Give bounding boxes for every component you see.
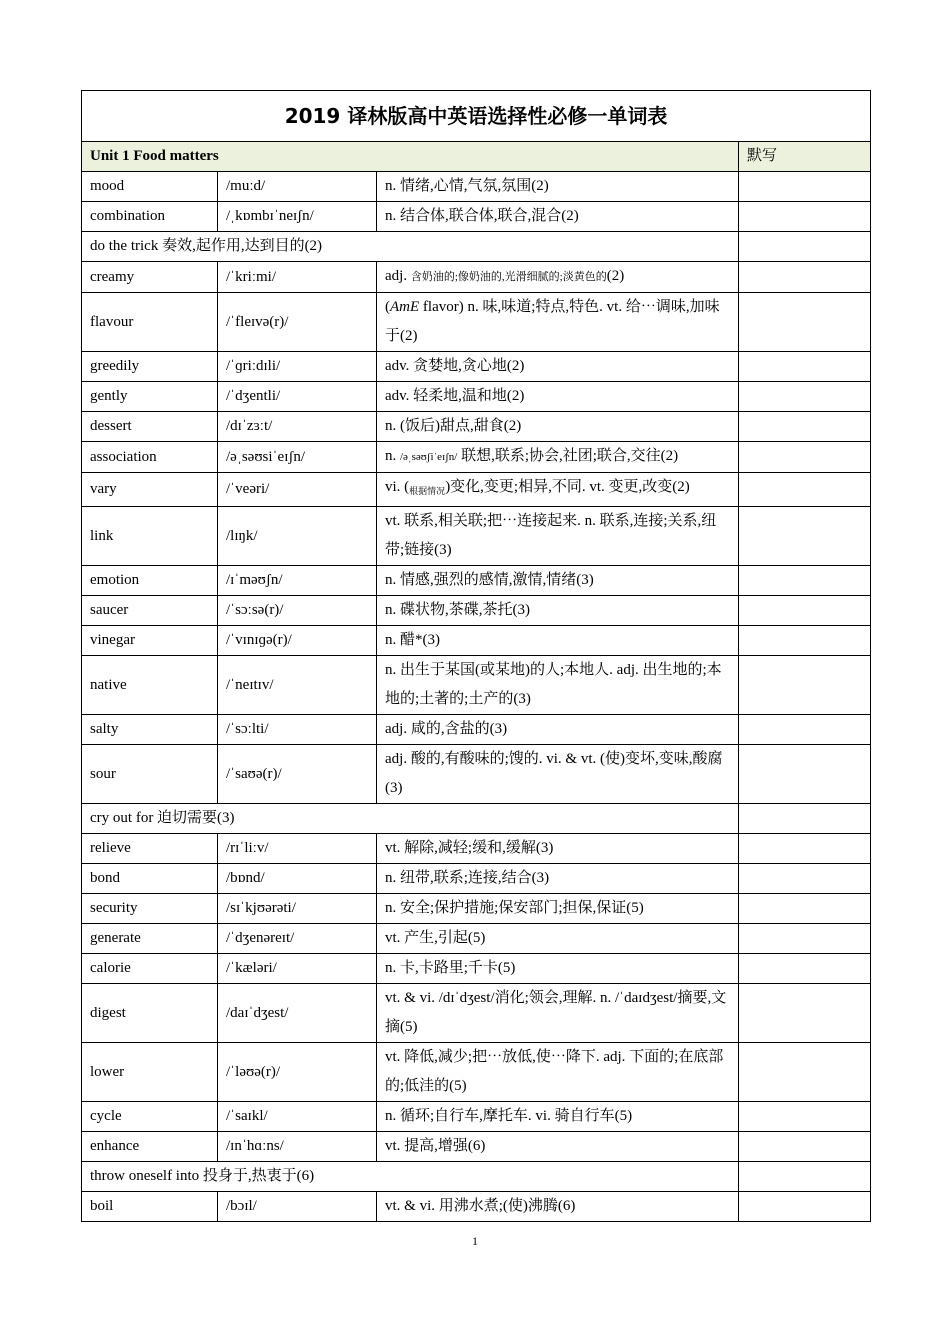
meaning-cell: vt. 提高,增强(6) <box>377 1132 739 1162</box>
meaning-rest: flavor) n. 味,味道;特点,特色. vt. 给⋯调味,加味于(2) <box>385 299 720 344</box>
meaning-small-text: 含奶油的;像奶油的,光滑细腻的;淡黄色的 <box>410 271 607 283</box>
table-row <box>82 262 871 293</box>
dictation-cell[interactable] <box>739 566 871 596</box>
word-cell: sour <box>82 745 218 804</box>
meaning-cell: n. 醋*(3) <box>377 626 739 656</box>
word-cell: native <box>82 656 218 715</box>
meaning-cell: n. (饭后)甜点,甜食(2) <box>377 412 739 442</box>
word-cell: creamy <box>82 262 218 293</box>
dictation-cell[interactable] <box>739 202 871 232</box>
word-cell: security <box>82 894 218 924</box>
page-number: 1 <box>472 1234 478 1248</box>
phonetic-cell: /əˌsəʊsiˈeɪʃn/ <box>218 442 377 473</box>
meaning-italic: AmE <box>390 299 420 315</box>
dictation-cell[interactable] <box>739 293 871 352</box>
dictation-cell[interactable] <box>739 596 871 626</box>
dictation-cell[interactable] <box>739 442 871 473</box>
dictation-cell[interactable] <box>739 473 871 507</box>
table-row <box>82 202 871 232</box>
table-row <box>82 954 871 984</box>
table-row <box>82 566 871 596</box>
phonetic-cell: /ˈdʒentli/ <box>218 382 377 412</box>
word-cell: relieve <box>82 834 218 864</box>
word-cell: digest <box>82 984 218 1043</box>
phonetic-cell: /dɪˈzɜːt/ <box>218 412 377 442</box>
vocabulary-table <box>81 90 871 1222</box>
document-title: 2019 译林版高中英语选择性必修一单词表 <box>82 91 871 142</box>
word-cell: flavour <box>82 293 218 352</box>
meaning-cell: n. 卡,卡路里;千卡(5) <box>377 954 739 984</box>
dictation-cell[interactable] <box>739 412 871 442</box>
unit-ref: (2) <box>606 268 625 284</box>
phrase-row <box>82 804 871 834</box>
phonetic-cell: /bɒnd/ <box>218 864 377 894</box>
meaning-cell: n. 碟状物,茶碟,茶托(3) <box>377 596 739 626</box>
phonetic-cell: /rɪˈliːv/ <box>218 834 377 864</box>
word-cell: association <box>82 442 218 473</box>
word-cell: vary <box>82 473 218 507</box>
table-row <box>82 293 871 352</box>
phonetic-cell: /sɪˈkjʊərəti/ <box>218 894 377 924</box>
dictation-cell[interactable] <box>739 656 871 715</box>
table-row <box>82 412 871 442</box>
phonetic-cell: /bɔɪl/ <box>218 1192 377 1222</box>
word-cell: link <box>82 507 218 566</box>
word-cell: combination <box>82 202 218 232</box>
dictation-cell[interactable] <box>739 232 871 262</box>
word-cell: calorie <box>82 954 218 984</box>
word-cell: boil <box>82 1192 218 1222</box>
dictation-cell[interactable] <box>739 382 871 412</box>
dictation-cell[interactable] <box>739 1132 871 1162</box>
table-row <box>82 656 871 715</box>
pos-label: vi. ( <box>385 479 410 495</box>
phonetic-cell: /ɪˈməʊʃn/ <box>218 566 377 596</box>
phrase-cell: do the trick 奏效,起作用,达到目的(2) <box>82 232 739 262</box>
table-row <box>82 172 871 202</box>
table-row <box>82 352 871 382</box>
meaning-cell: vt. 降低,减少;把⋯放低,使⋯降下. adj. 下面的;在底部的;低洼的(5) <box>377 1043 739 1102</box>
table-row <box>82 834 871 864</box>
dictation-cell[interactable] <box>739 1043 871 1102</box>
phonetic-cell: /ˈsaʊə(r)/ <box>218 745 377 804</box>
unit-header-row <box>82 142 871 172</box>
phonetic-cell: /ˈkæləri/ <box>218 954 377 984</box>
phonetic-cell: /ɪnˈhɑːns/ <box>218 1132 377 1162</box>
dictation-cell[interactable] <box>739 715 871 745</box>
table-row <box>82 1192 871 1222</box>
meaning-cell: n. 出生于某国(或某地)的人;本地人. adj. 出生地的;本地的;土著的;土产的(3) <box>377 656 739 715</box>
meaning-cell: vt. 产生,引起(5) <box>377 924 739 954</box>
dictation-cell[interactable] <box>739 626 871 656</box>
meaning-cell: n. 情绪,心情,气氛,氛围(2) <box>377 172 739 202</box>
table-row <box>82 1132 871 1162</box>
word-cell: cycle <box>82 1102 218 1132</box>
dictation-cell[interactable] <box>739 894 871 924</box>
dictation-cell[interactable] <box>739 1192 871 1222</box>
meaning-cell: n. 循环;自行车,摩托车. vi. 骑自行车(5) <box>377 1102 739 1132</box>
meaning-cell <box>377 442 739 473</box>
phrase-row <box>82 232 871 262</box>
meaning-cell: vt. & vi. /dɪˈdʒest/消化;领会,理解. n. /ˈdaɪdʒest/摘要,文摘(5) <box>377 984 739 1043</box>
word-cell: lower <box>82 1043 218 1102</box>
table-row <box>82 442 871 473</box>
word-cell: saucer <box>82 596 218 626</box>
phonetic-cell: /muːd/ <box>218 172 377 202</box>
phonetic-cell: /ˈɡriːdɪli/ <box>218 352 377 382</box>
meaning-cell: vt. & vi. 用沸水煮;(使)沸腾(6) <box>377 1192 739 1222</box>
dictation-cell[interactable] <box>739 172 871 202</box>
dictation-cell[interactable] <box>739 262 871 293</box>
table-row <box>82 1102 871 1132</box>
word-cell: salty <box>82 715 218 745</box>
phonetic-cell: /ˈsɔːsə(r)/ <box>218 596 377 626</box>
dictation-cell[interactable] <box>739 1162 871 1192</box>
table-row <box>82 626 871 656</box>
phonetic-cell: /ˈsɔːlti/ <box>218 715 377 745</box>
word-cell: generate <box>82 924 218 954</box>
dictation-cell[interactable] <box>739 745 871 804</box>
phonetic-cell: /ˈkriːmi/ <box>218 262 377 293</box>
meaning-cell: adv. 轻柔地,温和地(2) <box>377 382 739 412</box>
phonetic-cell: /lɪŋk/ <box>218 507 377 566</box>
meaning-cell: n. 纽带,联系;连接,结合(3) <box>377 864 739 894</box>
dictation-cell[interactable] <box>739 507 871 566</box>
phonetic-cell: /ˈləʊə(r)/ <box>218 1043 377 1102</box>
meaning-cell <box>377 262 739 293</box>
table-row <box>82 894 871 924</box>
dictation-cell[interactable] <box>739 984 871 1043</box>
word-cell: vinegar <box>82 626 218 656</box>
meaning-rest: 联想,联系;协会,社团;联合,交往(2) <box>457 448 679 464</box>
dictation-cell[interactable] <box>739 954 871 984</box>
meaning-subscript: 根据情况 <box>409 486 446 496</box>
pos-label: n. <box>385 448 400 464</box>
meaning-cell: adv. 贪婪地,贪心地(2) <box>377 352 739 382</box>
meaning-cell: adj. 酸的,有酸味的;馊的. vi. & vt. (使)变坏,变味,酸腐(3) <box>377 745 739 804</box>
table-row <box>82 745 871 804</box>
word-cell: enhance <box>82 1132 218 1162</box>
dictation-cell[interactable] <box>739 804 871 834</box>
meaning-cell: adj. 咸的,含盐的(3) <box>377 715 739 745</box>
word-cell: emotion <box>82 566 218 596</box>
table-row <box>82 507 871 566</box>
meaning-cell <box>377 293 739 352</box>
pos-label: adj. <box>385 268 411 284</box>
unit-title: Unit 1 Food matters <box>82 142 739 172</box>
meaning-cell: vt. 解除,减轻;缓和,缓解(3) <box>377 834 739 864</box>
phonetic-cell: /daɪˈdʒest/ <box>218 984 377 1043</box>
phrase-row <box>82 1162 871 1192</box>
word-cell: greedily <box>82 352 218 382</box>
phonetic-cell: /ˈveəri/ <box>218 473 377 507</box>
meaning-cell: vt. 联系,相关联;把⋯连接起来. n. 联系,连接;关系,纽带;链接(3) <box>377 507 739 566</box>
word-cell: gently <box>82 382 218 412</box>
table-row <box>82 715 871 745</box>
phonetic-cell: /ˈfleɪvə(r)/ <box>218 293 377 352</box>
table-row <box>82 596 871 626</box>
dictation-cell[interactable] <box>739 924 871 954</box>
phrase-cell: cry out for 迫切需要(3) <box>82 804 739 834</box>
dictation-cell[interactable] <box>739 352 871 382</box>
meaning-open: ( <box>385 299 390 315</box>
phonetic-cell: /ˈneɪtɪv/ <box>218 656 377 715</box>
phonetic-cell: /ˈdʒenəreɪt/ <box>218 924 377 954</box>
table-row <box>82 924 871 954</box>
meaning-cell: n. 安全;保护措施;保安部门;担保,保证(5) <box>377 894 739 924</box>
alt-phonetic: /əˌsəʊʃiˈeɪʃn/ <box>400 451 458 463</box>
table-row <box>82 473 871 507</box>
phonetic-cell: /ˈvɪnɪɡə(r)/ <box>218 626 377 656</box>
meaning-cell: n. 结合体,联合体,联合,混合(2) <box>377 202 739 232</box>
meaning-rest: )变化,变更;相异,不同. vt. 变更,改变(2) <box>445 479 690 495</box>
word-cell: mood <box>82 172 218 202</box>
table-row <box>82 382 871 412</box>
dictation-cell[interactable] <box>739 834 871 864</box>
table-row <box>82 864 871 894</box>
meaning-cell <box>377 473 739 507</box>
phrase-cell: throw oneself into 投身于,热衷于(6) <box>82 1162 739 1192</box>
word-cell: dessert <box>82 412 218 442</box>
meaning-cell: n. 情感,强烈的感情,激情,情绪(3) <box>377 566 739 596</box>
phonetic-cell: /ˌkɒmbɪˈneɪʃn/ <box>218 202 377 232</box>
phonetic-cell: /ˈsaɪkl/ <box>218 1102 377 1132</box>
dictation-cell[interactable] <box>739 864 871 894</box>
word-cell: bond <box>82 864 218 894</box>
dictation-header: 默写 <box>739 142 871 172</box>
table-row <box>82 984 871 1043</box>
dictation-cell[interactable] <box>739 1102 871 1132</box>
table-row <box>82 1043 871 1102</box>
